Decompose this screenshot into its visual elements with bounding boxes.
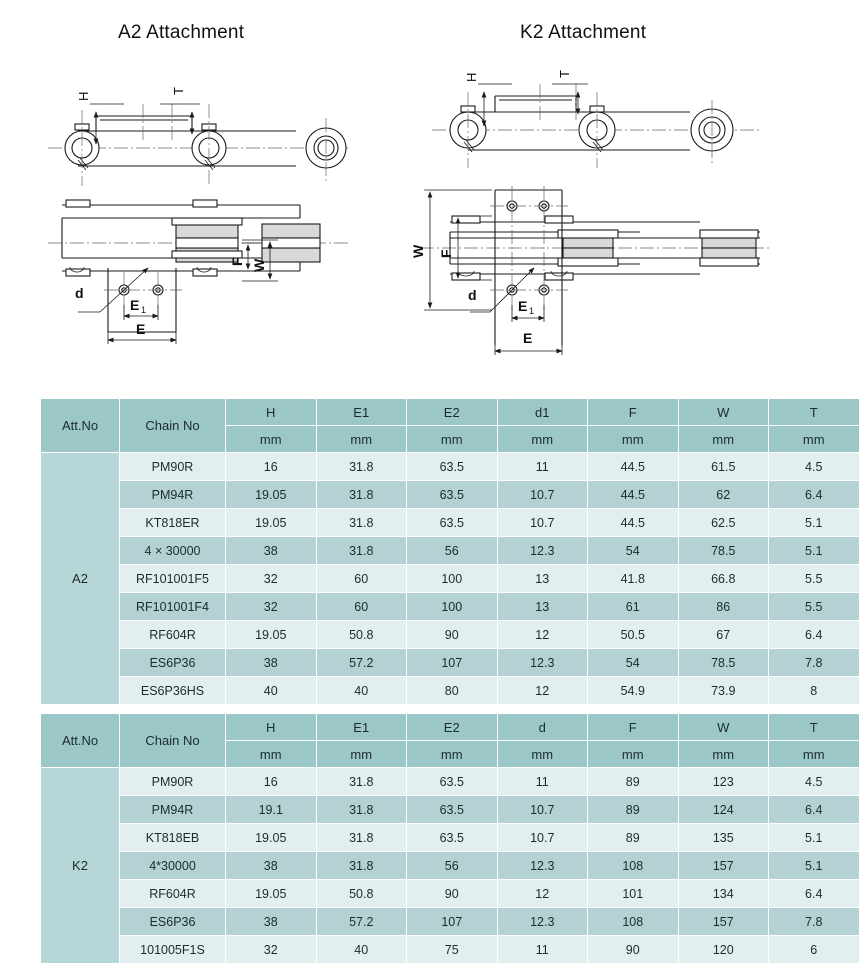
value-cell-H: 40 xyxy=(226,677,317,705)
a2-unit-2: mm xyxy=(407,426,498,453)
k2-spec-table xyxy=(40,713,860,964)
value-cell-E1: 31.8 xyxy=(316,537,407,565)
value-cell-W: 66.8 xyxy=(678,565,769,593)
a2-header-col-3: d1 xyxy=(497,399,588,426)
a2-table-body xyxy=(41,453,860,705)
value-cell-H: 38 xyxy=(226,908,317,936)
value-cell-F: 101 xyxy=(588,880,679,908)
value-cell-H: 19.05 xyxy=(226,824,317,852)
a2-table-head xyxy=(41,399,860,453)
value-cell-d1: 12 xyxy=(497,621,588,649)
value-cell-E1: 31.8 xyxy=(316,768,407,796)
value-cell-d1: 11 xyxy=(497,453,588,481)
value-cell-T: 6.4 xyxy=(769,796,860,824)
value-cell-W: 62 xyxy=(678,481,769,509)
value-cell-H: 38 xyxy=(226,852,317,880)
table-row xyxy=(41,908,860,936)
value-cell-W: 67 xyxy=(678,621,769,649)
chain-no-cell: 101005F1S xyxy=(120,936,226,964)
value-cell-E1: 31.8 xyxy=(316,509,407,537)
k2-unit-1: mm xyxy=(316,741,407,768)
value-cell-E2: 107 xyxy=(407,908,498,936)
value-cell-H: 38 xyxy=(226,649,317,677)
svg-text:E: E xyxy=(130,297,140,313)
value-cell-W: 61.5 xyxy=(678,453,769,481)
drawings-section xyxy=(0,0,800,380)
value-cell-T: 5.1 xyxy=(769,852,860,880)
k2-header-col-1: E1 xyxy=(316,714,407,741)
value-cell-d: 12.3 xyxy=(497,852,588,880)
k2-side-view xyxy=(432,70,760,168)
k2-drawing-title: K2 Attachment xyxy=(520,22,647,43)
k2-table-head xyxy=(41,714,860,768)
k2-header-col-0: H xyxy=(226,714,317,741)
value-cell-W: 123 xyxy=(678,768,769,796)
value-cell-H: 38 xyxy=(226,537,317,565)
a2-header-col-5: W xyxy=(678,399,769,426)
value-cell-H: 32 xyxy=(226,593,317,621)
value-cell-E2: 100 xyxy=(407,593,498,621)
k2-header-row-1 xyxy=(41,714,860,741)
table-row xyxy=(41,621,860,649)
svg-text:W: W xyxy=(251,258,267,272)
a2-header-col-6: T xyxy=(769,399,860,426)
value-cell-E2: 63.5 xyxy=(407,509,498,537)
value-cell-d: 12.3 xyxy=(497,908,588,936)
value-cell-H: 16 xyxy=(226,768,317,796)
table-row xyxy=(41,593,860,621)
value-cell-F: 61 xyxy=(588,593,679,621)
chain-no-cell: KT818ER xyxy=(120,509,226,537)
table-row xyxy=(41,537,860,565)
value-cell-F: 108 xyxy=(588,908,679,936)
k2-header-att-no: Att.No xyxy=(41,714,120,768)
value-cell-E1: 60 xyxy=(316,593,407,621)
value-cell-T: 6.4 xyxy=(769,621,860,649)
svg-text:F: F xyxy=(438,249,454,258)
value-cell-E1: 40 xyxy=(316,677,407,705)
value-cell-E2: 100 xyxy=(407,565,498,593)
chain-no-cell: 4 × 30000 xyxy=(120,537,226,565)
value-cell-E1: 57.2 xyxy=(316,908,407,936)
value-cell-T: 5.5 xyxy=(769,593,860,621)
a2-header-row-1 xyxy=(41,399,860,426)
k2-header-col-4: F xyxy=(588,714,679,741)
value-cell-T: 7.8 xyxy=(769,649,860,677)
svg-text:1: 1 xyxy=(529,306,535,316)
a2-unit-6: mm xyxy=(769,426,860,453)
a2-unit-0: mm xyxy=(226,426,317,453)
a2-unit-1: mm xyxy=(316,426,407,453)
chain-no-cell: PM94R xyxy=(120,481,226,509)
value-cell-H: 19.1 xyxy=(226,796,317,824)
svg-text:H: H xyxy=(76,91,91,101)
value-cell-F: 44.5 xyxy=(588,453,679,481)
value-cell-E2: 63.5 xyxy=(407,481,498,509)
table-row xyxy=(41,768,860,796)
a2-plan-view xyxy=(48,200,348,344)
svg-text:E: E xyxy=(136,321,146,337)
chain-no-cell: ES6P36 xyxy=(120,649,226,677)
a2-drawing-title: A2 Attachment xyxy=(118,22,245,43)
value-cell-d1: 10.7 xyxy=(497,481,588,509)
value-cell-W: 120 xyxy=(678,936,769,964)
value-cell-F: 89 xyxy=(588,768,679,796)
value-cell-F: 41.8 xyxy=(588,565,679,593)
value-cell-T: 8 xyxy=(769,677,860,705)
svg-text:F: F xyxy=(229,257,245,266)
value-cell-T: 6.4 xyxy=(769,880,860,908)
a2-unit-4: mm xyxy=(588,426,679,453)
value-cell-H: 19.05 xyxy=(226,481,317,509)
value-cell-E2: 90 xyxy=(407,621,498,649)
value-cell-W: 157 xyxy=(678,852,769,880)
a2-side-view xyxy=(48,87,348,186)
value-cell-W: 124 xyxy=(678,796,769,824)
value-cell-W: 86 xyxy=(678,593,769,621)
k2-header-col-5: W xyxy=(678,714,769,741)
chain-no-cell: KT818EB xyxy=(120,824,226,852)
chain-no-cell: RF101001F5 xyxy=(120,565,226,593)
a2-header-col-4: F xyxy=(588,399,679,426)
table-row xyxy=(41,481,860,509)
k2-unit-6: mm xyxy=(769,741,860,768)
value-cell-E1: 31.8 xyxy=(316,852,407,880)
k2-header-col-2: E2 xyxy=(407,714,498,741)
table-row xyxy=(41,565,860,593)
value-cell-F: 108 xyxy=(588,852,679,880)
k2-table-body xyxy=(41,768,860,964)
value-cell-E1: 40 xyxy=(316,936,407,964)
k2-unit-0: mm xyxy=(226,741,317,768)
value-cell-E2: 63.5 xyxy=(407,796,498,824)
value-cell-H: 16 xyxy=(226,453,317,481)
value-cell-W: 73.9 xyxy=(678,677,769,705)
table-row xyxy=(41,677,860,705)
k2-plan-view xyxy=(410,186,770,355)
value-cell-d: 10.7 xyxy=(497,824,588,852)
value-cell-E2: 107 xyxy=(407,649,498,677)
value-cell-F: 50.5 xyxy=(588,621,679,649)
k2-header-col-6: T xyxy=(769,714,860,741)
chain-no-cell: RF604R xyxy=(120,621,226,649)
a2-header-chain-no: Chain No xyxy=(120,399,226,453)
value-cell-E1: 31.8 xyxy=(316,453,407,481)
value-cell-H: 32 xyxy=(226,936,317,964)
value-cell-F: 54.9 xyxy=(588,677,679,705)
a2-unit-5: mm xyxy=(678,426,769,453)
value-cell-W: 78.5 xyxy=(678,649,769,677)
a2-header-col-0: H xyxy=(226,399,317,426)
value-cell-W: 134 xyxy=(678,880,769,908)
value-cell-T: 4.5 xyxy=(769,768,860,796)
value-cell-d: 11 xyxy=(497,936,588,964)
chain-no-cell: RF604R xyxy=(120,880,226,908)
value-cell-W: 78.5 xyxy=(678,537,769,565)
svg-text:E: E xyxy=(518,298,528,314)
svg-text:d: d xyxy=(468,287,477,303)
value-cell-T: 6.4 xyxy=(769,481,860,509)
value-cell-H: 19.05 xyxy=(226,509,317,537)
value-cell-F: 54 xyxy=(588,649,679,677)
svg-text:E: E xyxy=(523,330,533,346)
value-cell-W: 62.5 xyxy=(678,509,769,537)
value-cell-d1: 12.3 xyxy=(497,537,588,565)
a2-header-col-2: E2 xyxy=(407,399,498,426)
value-cell-E1: 57.2 xyxy=(316,649,407,677)
a2-header-att-no: Att.No xyxy=(41,399,120,453)
value-cell-T: 4.5 xyxy=(769,453,860,481)
a2-spec-table xyxy=(40,398,860,705)
table-row xyxy=(41,453,860,481)
value-cell-H: 32 xyxy=(226,565,317,593)
svg-text:T: T xyxy=(171,87,186,95)
value-cell-d1: 13 xyxy=(497,593,588,621)
value-cell-H: 19.05 xyxy=(226,880,317,908)
chain-no-cell: ES6P36HS xyxy=(120,677,226,705)
technical-drawings-svg xyxy=(0,0,800,380)
chain-no-cell: 4*30000 xyxy=(120,852,226,880)
table-row xyxy=(41,852,860,880)
table-row xyxy=(41,824,860,852)
value-cell-E1: 50.8 xyxy=(316,621,407,649)
svg-text:H: H xyxy=(464,72,479,82)
value-cell-E2: 80 xyxy=(407,677,498,705)
value-cell-E1: 31.8 xyxy=(316,824,407,852)
value-cell-E1: 31.8 xyxy=(316,796,407,824)
value-cell-d: 12 xyxy=(497,880,588,908)
value-cell-d1: 12.3 xyxy=(497,649,588,677)
a2-header-col-1: E1 xyxy=(316,399,407,426)
table-row xyxy=(41,509,860,537)
value-cell-E1: 50.8 xyxy=(316,880,407,908)
value-cell-T: 5.1 xyxy=(769,537,860,565)
k2-att-no-value: K2 xyxy=(41,768,120,964)
table-row xyxy=(41,796,860,824)
value-cell-T: 5.1 xyxy=(769,824,860,852)
a2-unit-3: mm xyxy=(497,426,588,453)
value-cell-F: 89 xyxy=(588,796,679,824)
value-cell-E1: 60 xyxy=(316,565,407,593)
value-cell-W: 157 xyxy=(678,908,769,936)
value-cell-d1: 12 xyxy=(497,677,588,705)
table-row xyxy=(41,936,860,964)
value-cell-E2: 56 xyxy=(407,852,498,880)
value-cell-E2: 63.5 xyxy=(407,453,498,481)
svg-text:1: 1 xyxy=(141,305,147,315)
value-cell-E2: 63.5 xyxy=(407,768,498,796)
svg-text:T: T xyxy=(557,70,572,78)
value-cell-E2: 75 xyxy=(407,936,498,964)
value-cell-F: 44.5 xyxy=(588,481,679,509)
chain-no-cell: PM90R xyxy=(120,768,226,796)
k2-unit-2: mm xyxy=(407,741,498,768)
value-cell-d1: 13 xyxy=(497,565,588,593)
k2-header-chain-no: Chain No xyxy=(120,714,226,768)
value-cell-T: 5.1 xyxy=(769,509,860,537)
value-cell-W: 135 xyxy=(678,824,769,852)
k2-header-col-3: d xyxy=(497,714,588,741)
k2-unit-5: mm xyxy=(678,741,769,768)
value-cell-E2: 63.5 xyxy=(407,824,498,852)
value-cell-d: 11 xyxy=(497,768,588,796)
value-cell-E2: 90 xyxy=(407,880,498,908)
table-row xyxy=(41,880,860,908)
value-cell-d1: 10.7 xyxy=(497,509,588,537)
value-cell-T: 7.8 xyxy=(769,908,860,936)
k2-unit-4: mm xyxy=(588,741,679,768)
svg-text:d: d xyxy=(75,285,84,301)
value-cell-d: 10.7 xyxy=(497,796,588,824)
chain-no-cell: PM90R xyxy=(120,453,226,481)
a2-att-no-value: A2 xyxy=(41,453,120,705)
value-cell-E1: 31.8 xyxy=(316,481,407,509)
value-cell-T: 6 xyxy=(769,936,860,964)
chain-no-cell: PM94R xyxy=(120,796,226,824)
chain-no-cell: RF101001F4 xyxy=(120,593,226,621)
svg-text:W: W xyxy=(410,244,426,258)
value-cell-E2: 56 xyxy=(407,537,498,565)
value-cell-H: 19.05 xyxy=(226,621,317,649)
value-cell-F: 44.5 xyxy=(588,509,679,537)
value-cell-F: 90 xyxy=(588,936,679,964)
chain-no-cell: ES6P36 xyxy=(120,908,226,936)
value-cell-T: 5.5 xyxy=(769,565,860,593)
table-row xyxy=(41,649,860,677)
k2-unit-3: mm xyxy=(497,741,588,768)
value-cell-F: 89 xyxy=(588,824,679,852)
value-cell-F: 54 xyxy=(588,537,679,565)
